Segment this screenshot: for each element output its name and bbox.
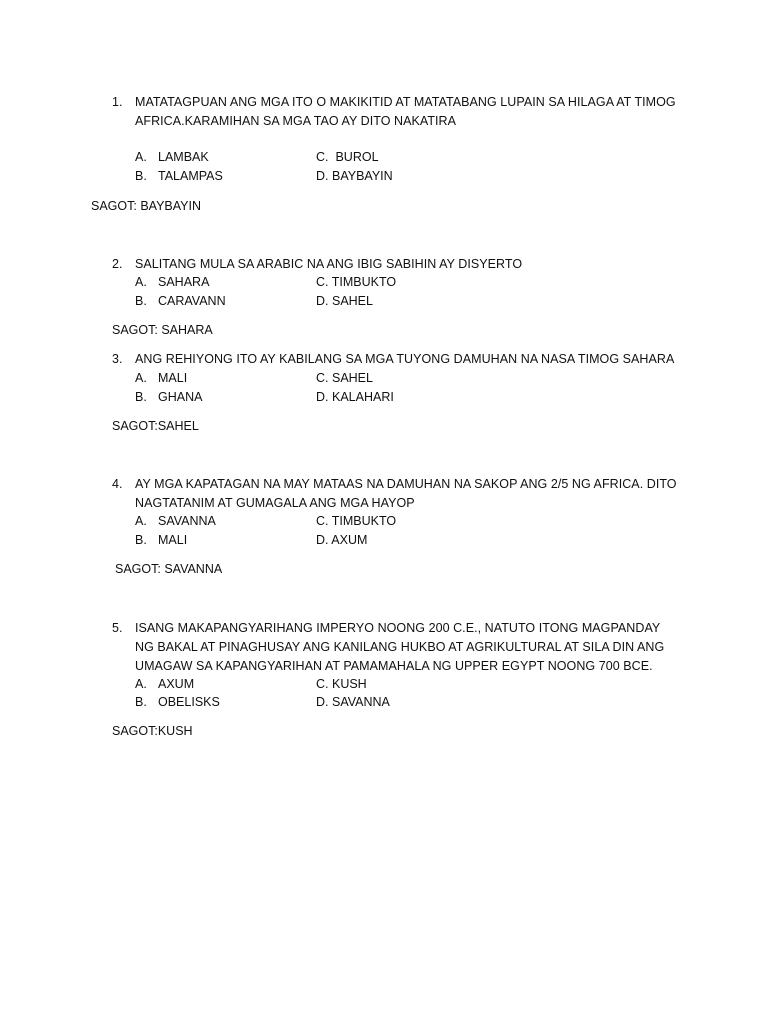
option-c — [316, 273, 396, 292]
option-text: MALI — [158, 533, 188, 547]
option-letter: C. — [316, 677, 329, 691]
option-b — [135, 388, 202, 407]
answer-text: SAGOT: SAVANNA — [115, 562, 223, 576]
option-letter: A. — [135, 677, 147, 691]
option-text: CARAVANN — [158, 294, 226, 308]
question-number: 4. — [112, 477, 123, 491]
option-a — [135, 273, 209, 292]
answer-text: SAGOT:KUSH — [112, 724, 193, 738]
option-letter: A. — [135, 150, 147, 164]
option-text: SAHEL — [331, 294, 373, 308]
option-letter: A. — [135, 371, 147, 385]
option-text: LAMBAK — [158, 150, 209, 164]
question-number: 1. — [112, 95, 123, 109]
option-text: KUSH — [331, 677, 367, 691]
option-a — [135, 148, 209, 167]
answer-text: SAGOT:SAHEL — [112, 419, 199, 433]
option-b — [135, 167, 223, 186]
option-d — [316, 531, 367, 550]
option-text: SAHEL — [331, 371, 373, 385]
option-b — [135, 292, 226, 311]
option-d — [316, 388, 394, 407]
option-letter: D. — [316, 533, 329, 547]
option-d — [316, 292, 373, 311]
option-text: TIMBUKTO — [331, 275, 397, 289]
option-text: SAVANNA — [331, 695, 390, 709]
option-text: BAYBAYIN — [331, 169, 393, 183]
option-b — [135, 531, 187, 550]
option-letter: D. — [316, 695, 329, 709]
question-text: MATATAGPUAN ANG MGA ITO O MAKIKITID AT MATATABANG LUPAIN SA HILAGA AT TIMOG AFRICA.KARAMIHAN SA MGA TAO AY DITO NAKATIRA — [135, 95, 676, 128]
option-a — [135, 512, 216, 531]
option-text: AXUM — [331, 533, 368, 547]
question-number: 2. — [112, 257, 123, 271]
option-c — [316, 148, 379, 167]
option-text: SAVANNA — [158, 514, 216, 528]
option-text: SAHARA — [158, 275, 210, 289]
option-a — [135, 369, 187, 388]
option-letter: C. — [316, 371, 329, 385]
option-letter: D. — [316, 294, 329, 308]
option-letter: C. — [316, 514, 329, 528]
option-c — [316, 675, 367, 694]
question-text: AY MGA KAPATAGAN NA MAY MATAAS NA DAMUHAN NA SAKOP ANG 2/5 NG AFRICA. DITO NAGTATANIM AT GUMAGALA ANG MGA HAYOP — [135, 477, 677, 510]
option-d — [316, 167, 393, 186]
option-text: OBELISKS — [158, 695, 220, 709]
option-letter: B. — [135, 294, 147, 308]
option-text: AXUM — [158, 677, 195, 691]
option-b — [135, 693, 220, 712]
option-letter: A. — [135, 514, 147, 528]
option-a — [135, 675, 194, 694]
answer-text: SAGOT: SAHARA — [112, 323, 213, 337]
question-text: SALITANG MULA SA ARABIC NA ANG IBIG SABIHIN AY DISYERTO — [135, 257, 523, 271]
option-letter: B. — [135, 695, 147, 709]
option-text: TALAMPAS — [158, 169, 223, 183]
option-c — [316, 512, 396, 531]
option-letter: A. — [135, 275, 147, 289]
option-letter: D. — [316, 390, 329, 404]
question-number: 5. — [112, 621, 123, 635]
option-c — [316, 369, 373, 388]
option-text: MALI — [158, 371, 188, 385]
answer-text: SAGOT: BAYBAYIN — [91, 199, 201, 213]
option-letter: C. — [316, 275, 329, 289]
option-text: KALAHARI — [331, 390, 394, 404]
option-d — [316, 693, 390, 712]
option-letter: B. — [135, 533, 147, 547]
option-text: GHANA — [158, 390, 203, 404]
question-number: 3. — [112, 352, 123, 366]
question-text: ISANG MAKAPANGYARIHANG IMPERYO NOONG 200 C.E., NATUTO ITONG MAGPANDAY NG BAKAL AT PINAGHUSAY ANG KANILANG HUKBO AT AGRIKULTURAL AT SILA DIN ANG UMAGAW SA KAPANGYARIHAN AT PAMAMAHALA NG UPPER EGYPT NOONG 700 BCE. — [135, 621, 665, 673]
option-text: BUROL — [335, 150, 379, 164]
option-letter: D. — [316, 169, 329, 183]
option-letter: C. — [316, 150, 329, 164]
option-letter: B. — [135, 390, 147, 404]
question-text: ANG REHIYONG ITO AY KABILANG SA MGA TUYONG DAMUHAN NA NASA TIMOG SAHARA — [135, 352, 675, 366]
option-letter: B. — [135, 169, 147, 183]
option-text: TIMBUKTO — [331, 514, 397, 528]
